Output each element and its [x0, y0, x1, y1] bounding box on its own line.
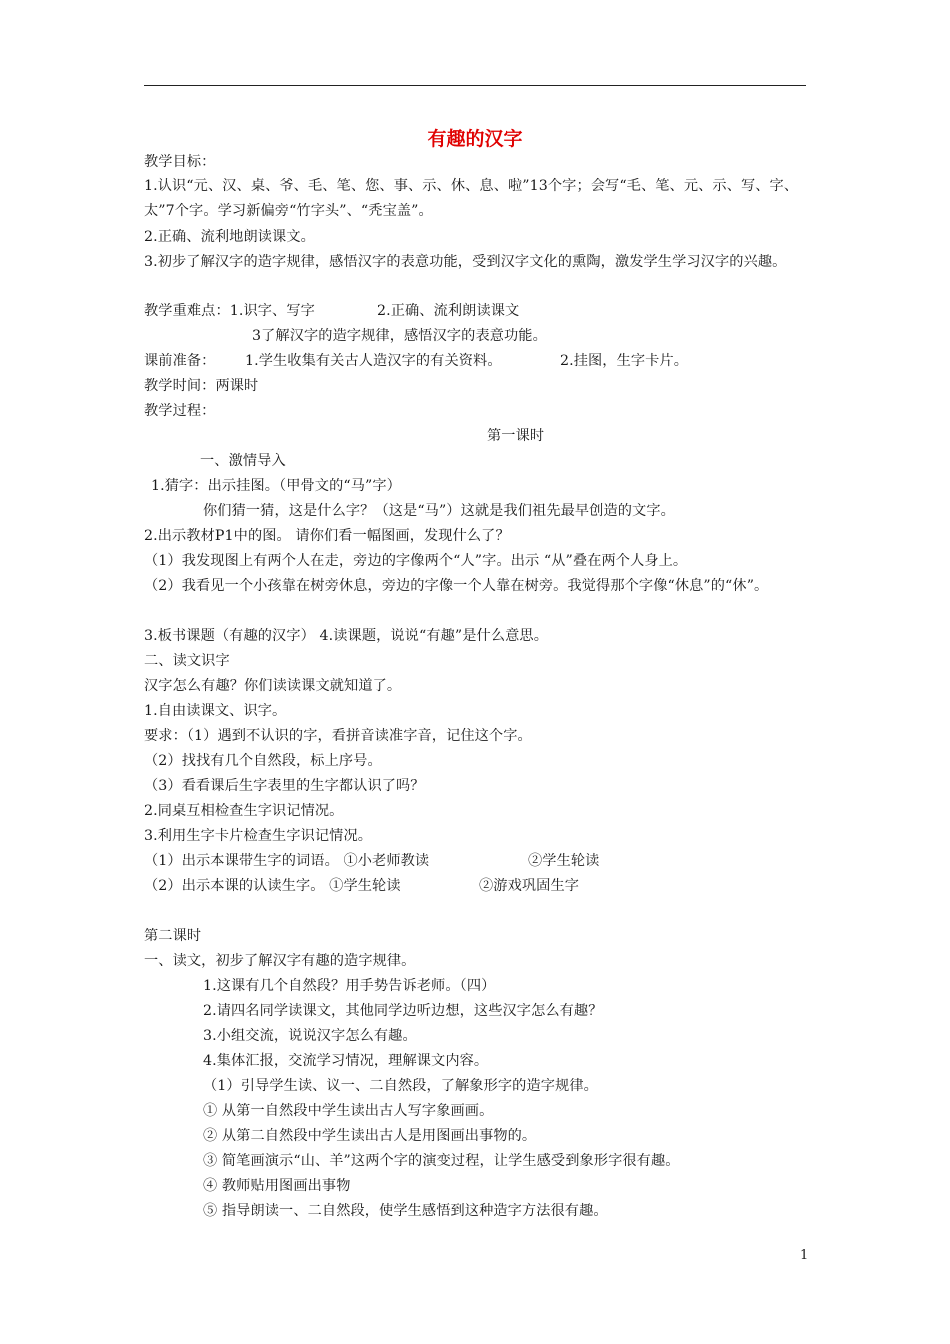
- lesson-2-item-3: 3.小组交流，说说汉字怎么有趣。: [203, 1028, 417, 1044]
- key-points-2: 2.正确、流利朗读课文: [377, 303, 520, 319]
- lesson-2-point-5: ⑤ 指导朗读一、二自然段，使学生感悟到这种造字方法很有趣。: [203, 1203, 608, 1219]
- key-points-3: 3了解汉字的造字规律，感悟汉字的表意功能。: [252, 328, 547, 344]
- step-2-item-3-2a: （2）出示本课的认读生字。 ①学生轮读: [144, 878, 401, 894]
- step-1-item-3: 3.板书课题（有趣的汉字） 4.读课题，说说“有趣”是什么意思。: [144, 628, 548, 644]
- lesson-2-heading: 第二课时: [144, 928, 202, 944]
- step-1-item-2-2: （2）我看见一个小孩靠在树旁休息，旁边的字像一个人靠在树旁。我觉得那个字像“休息”的“休”。: [144, 578, 769, 594]
- step-2-item-3-1b: ②学生轮读: [528, 853, 600, 869]
- teaching-time: 教学时间：两课时: [144, 378, 259, 394]
- goal-2: 2.正确、流利地朗读课文。: [144, 229, 315, 245]
- step-1-text: 你们猜一猜，这是什么字？（这是“马”）这就是我们祖先最早创造的文字。: [203, 503, 675, 519]
- step-2-item-2: 2.同桌互相检查生字识记情况。: [144, 803, 344, 819]
- prep-label: 课前准备：: [144, 353, 216, 369]
- lesson-2-point-3: ③ 简笔画演示“山、羊”这两个字的演变过程，让学生感受到象形字很有趣。: [203, 1153, 680, 1169]
- lesson-2-item-1: 1.这课有几个自然段？用手势告诉老师。（四）: [203, 978, 496, 994]
- lesson-2-point-1: ① 从第一自然段中学生读出古人写字象画画。: [203, 1103, 494, 1119]
- goal-1: 1.认识“元、汉、桌、爷、毛、笔、您、事、示、休、息、啦”13个字；会写“毛、笔、元、示、写、字、太”7个字。学习新偏旁“竹字头”、“秃宝盖”。: [144, 178, 799, 219]
- lesson-2-point-4: ④ 教师贴用图画出事物: [203, 1178, 351, 1194]
- step-1-item-2: 2.出示教材P1中的图。 请你们看一幅图画，发现什么了？: [144, 528, 510, 544]
- goal-3: 3.初步了解汉字的造字规律，感悟汉字的表意功能，受到汉字文化的熏陶，激发学生学习汉字的兴趣。: [144, 254, 787, 270]
- step-1-item-2-1: （1）我发现图上有两个人在走，旁边的字像两个“人”字。出示 “从”叠在两个人身上。: [144, 553, 688, 569]
- step-2-req-3: （3）看看课后生字表里的生字都认识了吗？: [144, 778, 425, 794]
- section-heading-process: 教学过程：: [144, 403, 216, 419]
- lesson-2-item-4: 4.集体汇报，交流学习情况，理解课文内容。: [203, 1053, 489, 1069]
- key-points-1: 教学重难点：1.识字、写字: [144, 303, 315, 319]
- step-2-item-1: 1.自由读课文、识字。: [144, 703, 287, 719]
- step-1-item-1: 1.猜字：出示挂图。（甲骨文的“马”字）: [151, 478, 401, 494]
- step-2-item-3-2b: ②游戏巩固生字: [479, 878, 580, 894]
- lesson-2-step-1: 一、读文，初步了解汉字有趣的造字规律。: [144, 953, 416, 969]
- step-2-req-2: （2）找找有几个自然段，标上序号。: [144, 753, 382, 769]
- step-2-heading: 二、读文识字: [144, 653, 230, 669]
- header-rule: [144, 85, 806, 86]
- lesson-2-point-2: ② 从第二自然段中学生读出古人是用图画出事物的。: [203, 1128, 537, 1144]
- lesson-2-item-2: 2.请四名同学读课文，其他同学边听边想，这些汉字怎么有趣？: [203, 1003, 603, 1019]
- step-2-req-1: 要求：（1）遇到不认识的字，看拼音读准字音，记住这个字。: [144, 728, 532, 744]
- lesson-2-item-4-1: （1）引导学生读、议一、二自然段，了解象形字的造字规律。: [203, 1078, 598, 1094]
- step-1-heading: 一、激情导入: [200, 453, 286, 469]
- prep-item-2: 2.挂图，生字卡片。: [560, 353, 689, 369]
- step-2-intro: 汉字怎么有趣？你们读读课文就知道了。: [144, 678, 402, 694]
- section-heading-goals: 教学目标：: [144, 154, 216, 170]
- page-number: 1: [800, 1248, 809, 1263]
- step-2-item-3-1a: （1）出示本课带生字的词语。 ①小老师教读: [144, 853, 430, 869]
- lesson-1-heading: 第一课时: [487, 428, 545, 444]
- prep-item-1: 1.学生收集有关古人造汉字的有关资料。: [245, 353, 502, 369]
- page-title: 有趣的汉字: [427, 128, 523, 150]
- step-2-item-3: 3.利用生字卡片检查生字识记情况。: [144, 828, 373, 844]
